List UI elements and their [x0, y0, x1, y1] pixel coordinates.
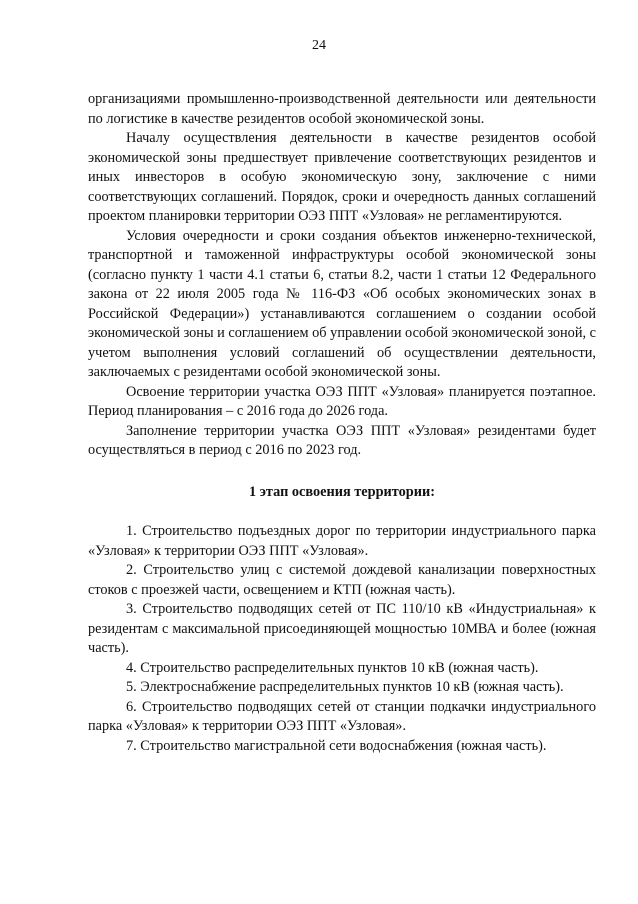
paragraph-infrastructure-conditions: Условия очередности и сроки создания объектов инженерно-технической, транспортной и таможенной инфраструктуры особой экономической зоны (согласно пункту 1 части 4.1 статьи 6, статьи 8.2, части 1 статьи 12 Федерального закона от 22 июля 2005 года № 116-ФЗ «Об особых экономических зонах в Российской Федерации») устанавливаются соглашением о создании особой экономической зоны и соглашением об управлении особой экономической зоной, с учетом выполнения условий соглашений об осуществлении деятельности, заключаемых с резидентами особой экономической зоны. — [88, 227, 596, 380]
section-heading: 1 этап освоения территории: — [249, 483, 435, 500]
paragraph-resident-agreements: Началу осуществления деятельности в качестве резидентов особой экономической зоны предшествует привлечение соответствующих резидентов и иных инвесторов в особую экономическую зону, заключение с ними соответствующих соглашений. Порядок, сроки и очередность данных соглашений проектом планировки территории ОЭЗ ППТ «Узловая» не регламентируются. — [88, 130, 596, 224]
list-item: 6. Строительство подводящих сетей от станции подкачки индустриального парка «Узловая» к территории ОЭЗ ППТ «Узловая». — [88, 698, 596, 734]
page-number: 24 — [312, 38, 326, 53]
list-item: 1. Строительство подъездных дорог по территории индустриального парка «Узловая» к территории ОЭЗ ППТ «Узловая». — [88, 523, 596, 559]
list-item: 5. Электроснабжение распределительных пунктов 10 кВ (южная часть). — [126, 679, 564, 695]
list-item: 7. Строительство магистральной сети водоснабжения (южная часть). — [126, 737, 547, 754]
list-item: 2. Строительство улиц с системой дождевой канализации поверхностных стоков с проезжей части, освещением и КТП (южная часть). — [88, 562, 596, 598]
list-item: 3. Строительство подводящих сетей от ПС 110/10 кВ «Индустриальная» к резидентам с максимальной присоединяющей мощностью 10МВА и более (южная часть). — [88, 601, 596, 656]
paragraph-continuation: организациями промышленно-производственной деятельности или деятельности по логистике в качестве резидентов особой экономической зоны. — [88, 91, 596, 127]
document-body — [88, 90, 596, 756]
paragraph-filling-period: Заполнение территории участка ОЭЗ ППТ «Узловая» резидентами будет осуществляться в период с 2016 по 2023 год. — [88, 422, 596, 458]
list-item: 4. Строительство распределительных пунктов 10 кВ (южная часть). — [126, 659, 539, 676]
stage-list — [88, 522, 596, 756]
paragraph-development-period: Освоение территории участка ОЭЗ ППТ «Узловая» планируется поэтапное. Период планирования – с 2016 года до 2026 года. — [88, 383, 596, 419]
